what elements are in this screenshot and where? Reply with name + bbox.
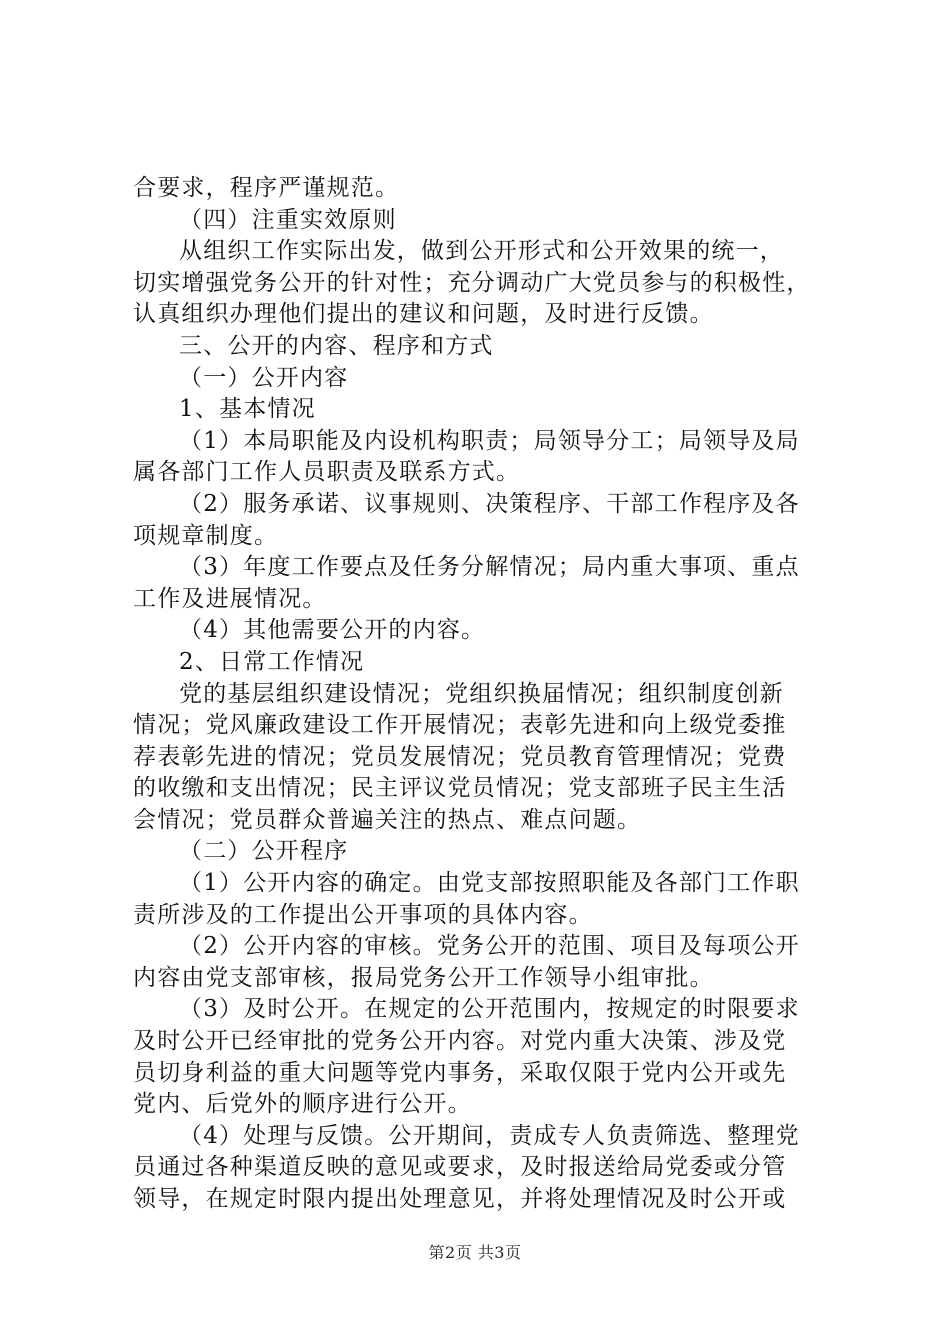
text-line: 的收缴和支出情况；民主评议党员情况；党支部班子民主生活 <box>133 775 787 802</box>
text-line: （2）公开内容的审核。党务公开的范围、项目及每项公开 <box>179 933 800 960</box>
text-line: 三、公开的内容、程序和方式 <box>179 332 494 359</box>
text-line: 切实增强党务公开的针对性；充分调动广大党员参与的积极性， <box>133 269 811 296</box>
text-line: 会情况；党员群众普遍关注的热点、难点问题。 <box>133 806 642 833</box>
text-line: （4）处理与反馈。公开期间，责成专人负责筛选、整理党 <box>179 1122 800 1149</box>
text-line: （4）其他需要公开的内容。 <box>179 617 486 644</box>
text-line: （2）服务承诺、议事规则、决策程序、干部工作程序及各 <box>179 490 800 517</box>
text-line: 1、基本情况 <box>179 396 316 423</box>
text-line: 合要求，程序严谨规范。 <box>133 175 400 201</box>
text-line: 认真组织办理他们提出的建议和问题，及时进行反馈。 <box>133 301 714 328</box>
page-footer: 第2页 共3页 <box>428 1243 522 1262</box>
text-line: 属各部门工作人员职责及联系方式。 <box>133 459 521 486</box>
text-line: （1）本局职能及内设机构职责；局领导分工；局领导及局 <box>179 427 800 454</box>
text-line: 及时公开已经审批的党务公开内容。对党内重大决策、涉及党 <box>133 1028 787 1055</box>
text-line: 员通过各种渠道反映的意见或要求，及时报送给局党委或分管 <box>133 1154 787 1181</box>
text-line: 领导，在规定时限内提出处理意见，并将处理情况及时公开或 <box>133 1186 787 1212</box>
text-line: 党的基层组织建设情况；党组织换届情况；组织制度创新 <box>179 680 784 707</box>
text-line: （二）公开程序 <box>179 838 349 865</box>
text-line: 责所涉及的工作提出公开事项的具体内容。 <box>133 901 593 928</box>
text-line: （3）及时公开。在规定的公开范围内，按规定的时限要求 <box>179 996 800 1023</box>
text-line: 项规章制度。 <box>133 522 279 549</box>
text-line: 从组织工作实际出发，做到公开形式和公开效果的统一， <box>179 238 784 265</box>
text-line: （一）公开内容 <box>179 364 349 391</box>
text-line: 情况；党风廉政建设工作开展情况；表彰先进和向上级党委推 <box>133 712 787 739</box>
document-body <box>133 173 833 1216</box>
text-line: （四）注重实效原则 <box>179 206 397 233</box>
text-line: （1）公开内容的确定。由党支部按照职能及各部门工作职 <box>179 870 800 897</box>
text-line: 荐表彰先进的情况；党员发展情况；党员教育管理情况；党费 <box>133 743 787 770</box>
text-line: 党内、后党外的顺序进行公开。 <box>133 1091 472 1118</box>
text-line: 内容由党支部审核，报局党务公开工作领导小组审批。 <box>133 964 714 991</box>
text-line: （3）年度工作要点及任务分解情况；局内重大事项、重点 <box>179 554 800 581</box>
text-line: 工作及进展情况。 <box>133 585 327 612</box>
text-line: 员切身利益的重大问题等党内事务，采取仅限于党内公开或先 <box>133 1059 787 1086</box>
text-line: 2、日常工作情况 <box>179 648 365 675</box>
